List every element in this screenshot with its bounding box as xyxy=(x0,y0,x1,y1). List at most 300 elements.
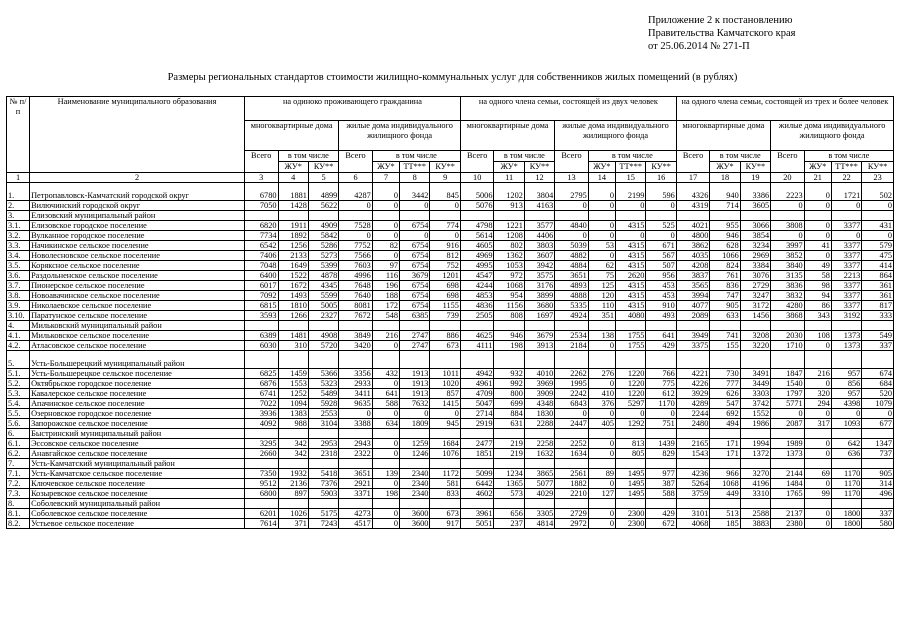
value-cell xyxy=(710,351,740,369)
row-number: 3.10. xyxy=(7,311,30,321)
value-cell: 0 xyxy=(862,409,894,419)
value-cell: 0 xyxy=(430,231,460,241)
value-cell: 596 xyxy=(646,183,676,201)
value-cell xyxy=(862,499,894,509)
value-cell xyxy=(804,321,831,331)
value-cell xyxy=(676,211,710,221)
value-cell: 6754 xyxy=(400,261,430,271)
value-cell: 673 xyxy=(430,509,460,519)
value-cell xyxy=(400,459,430,469)
column-number: 12 xyxy=(524,173,554,183)
row-number: 8. xyxy=(7,499,30,509)
value-cell: 6815 xyxy=(244,301,278,311)
value-cell: 0 xyxy=(804,439,831,449)
value-cell: 0 xyxy=(430,201,460,211)
value-cell: 1994 xyxy=(740,439,770,449)
value-cell: 453 xyxy=(646,291,676,301)
value-cell: 6820 xyxy=(244,221,278,231)
value-cell: 429 xyxy=(646,341,676,351)
row-number: 7.1. xyxy=(7,469,30,479)
value-cell: 1053 xyxy=(494,261,524,271)
table-row xyxy=(7,369,894,379)
value-cell: 276 xyxy=(588,369,615,379)
column-number: 7 xyxy=(372,173,399,183)
value-cell: 185 xyxy=(710,519,740,529)
appendix-line: от 25.06.2014 № 271-П xyxy=(648,41,750,52)
value-cell: 2322 xyxy=(339,449,373,459)
value-cell: 1362 xyxy=(494,251,524,261)
value-cell: 410 xyxy=(588,389,615,399)
value-cell: 2252 xyxy=(555,439,589,449)
value-cell: 0 xyxy=(804,221,831,231)
value-cell: 3377 xyxy=(831,251,861,261)
value-cell xyxy=(616,459,646,469)
value-cell: 0 xyxy=(430,409,460,419)
value-cell: 1989 xyxy=(771,439,805,449)
table-row xyxy=(7,439,894,449)
value-cell: 3759 xyxy=(676,489,710,499)
header-ku: КУ** xyxy=(646,162,676,173)
value-cell: 1246 xyxy=(400,449,430,459)
value-cell xyxy=(831,429,861,439)
value-cell: 656 xyxy=(494,509,524,519)
value-cell: 2921 xyxy=(339,479,373,489)
value-cell: 2480 xyxy=(676,419,710,429)
row-number: 3.1. xyxy=(7,221,30,231)
table-row xyxy=(7,429,894,439)
value-cell: 4406 xyxy=(524,231,554,241)
column-number: 10 xyxy=(460,173,494,183)
value-cell: 4315 xyxy=(616,301,646,311)
value-cell: 1011 xyxy=(430,369,460,379)
table-row xyxy=(7,301,894,311)
column-number: 3 xyxy=(244,173,278,183)
value-cell: 698 xyxy=(430,291,460,301)
value-cell xyxy=(372,499,399,509)
value-cell: 3607 xyxy=(524,251,554,261)
value-cell: 171 xyxy=(710,439,740,449)
appendix-block xyxy=(648,14,796,53)
value-cell: 4800 xyxy=(676,231,710,241)
value-cell xyxy=(372,351,399,369)
value-cell: 0 xyxy=(372,379,399,389)
value-cell xyxy=(831,211,861,221)
value-cell xyxy=(616,499,646,509)
value-cell: 4068 xyxy=(676,519,710,529)
row-number: 3. xyxy=(7,211,30,221)
row-number: 5.5. xyxy=(7,409,30,419)
value-cell: 0 xyxy=(831,231,861,241)
value-cell: 432 xyxy=(372,369,399,379)
value-cell: 1522 xyxy=(278,271,308,281)
value-cell: 376 xyxy=(588,399,615,409)
header-total: Всего xyxy=(555,151,589,173)
value-cell: 2327 xyxy=(308,311,338,321)
municipality-name: Вулканное городское поселение xyxy=(30,231,245,241)
value-cell: 1632 xyxy=(524,449,554,459)
value-cell xyxy=(555,459,589,469)
row-number: 3.6. xyxy=(7,271,30,281)
value-cell: 1172 xyxy=(430,469,460,479)
value-cell: 774 xyxy=(430,221,460,231)
value-cell: 0 xyxy=(646,409,676,419)
value-cell: 1484 xyxy=(771,479,805,489)
row-number: 7.2. xyxy=(7,479,30,489)
value-cell: 1913 xyxy=(400,389,430,399)
value-cell: 2795 xyxy=(555,183,589,201)
value-cell: 86 xyxy=(804,301,831,311)
value-cell: 1170 xyxy=(831,489,861,499)
value-cell: 98 xyxy=(804,281,831,291)
value-cell xyxy=(588,499,615,509)
value-cell: 946 xyxy=(494,331,524,341)
value-cell: 6017 xyxy=(244,281,278,291)
value-cell: 196 xyxy=(372,281,399,291)
value-cell: 7640 xyxy=(339,291,373,301)
value-cell: 0 xyxy=(588,221,615,231)
value-cell xyxy=(278,211,308,221)
value-cell xyxy=(771,429,805,439)
value-cell: 5599 xyxy=(308,291,338,301)
value-cell: 699 xyxy=(494,399,524,409)
value-cell xyxy=(740,321,770,331)
value-cell: 2030 xyxy=(771,331,805,341)
value-cell: 3384 xyxy=(740,261,770,271)
header-incl: в том числе xyxy=(494,151,555,162)
value-cell: 4882 xyxy=(555,251,589,261)
value-cell: 917 xyxy=(430,519,460,529)
value-cell: 1220 xyxy=(616,369,646,379)
value-cell: 3356 xyxy=(339,369,373,379)
value-cell: 502 xyxy=(862,183,894,201)
value-cell xyxy=(555,499,589,509)
value-cell xyxy=(804,211,831,221)
value-cell: 53 xyxy=(588,241,615,251)
value-cell: 5614 xyxy=(460,231,494,241)
value-cell: 4287 xyxy=(339,183,373,201)
value-cell: 4709 xyxy=(460,389,494,399)
municipality-name: Мильковский муниципальный район xyxy=(30,321,245,331)
value-cell: 897 xyxy=(278,489,308,499)
value-cell: 0 xyxy=(862,201,894,211)
value-cell: 674 xyxy=(862,369,894,379)
value-cell: 3565 xyxy=(676,281,710,291)
value-cell: 4221 xyxy=(676,369,710,379)
value-cell: 817 xyxy=(862,301,894,311)
municipality-name: Усть-Камчатское сельское поселение xyxy=(30,469,245,479)
value-cell xyxy=(676,351,710,369)
municipality-name: Начикинское сельское поселение xyxy=(30,241,245,251)
value-cell xyxy=(740,429,770,439)
value-cell: 2714 xyxy=(460,409,494,419)
row-number: 5.1. xyxy=(7,369,30,379)
value-cell: 3176 xyxy=(524,281,554,291)
value-cell: 342 xyxy=(278,449,308,459)
value-cell: 4398 xyxy=(831,399,861,409)
value-cell: 237 xyxy=(494,519,524,529)
value-cell: 634 xyxy=(372,419,399,429)
value-cell xyxy=(676,459,710,469)
value-cell xyxy=(430,499,460,509)
value-cell: 4021 xyxy=(676,221,710,231)
value-cell: 2620 xyxy=(616,271,646,281)
value-cell: 1932 xyxy=(278,469,308,479)
value-cell: 1495 xyxy=(616,469,646,479)
value-cell: 3135 xyxy=(771,271,805,281)
value-cell: 4226 xyxy=(676,379,710,389)
value-cell xyxy=(555,429,589,439)
value-cell: 4798 xyxy=(460,221,494,231)
value-cell: 216 xyxy=(804,369,831,379)
column-number: 8 xyxy=(400,173,430,183)
value-cell xyxy=(740,211,770,221)
municipality-name: Вилючинский городской округ xyxy=(30,201,245,211)
column-number: 13 xyxy=(555,173,589,183)
value-cell: 2144 xyxy=(771,469,805,479)
municipality-name: Паратунское сельское поселение xyxy=(30,311,245,321)
value-cell: 5720 xyxy=(308,341,338,351)
value-cell: 4961 xyxy=(460,379,494,389)
row-number: 5.3. xyxy=(7,389,30,399)
value-cell: 4196 xyxy=(740,479,770,489)
value-cell: 4029 xyxy=(524,489,554,499)
row-number: 3.9. xyxy=(7,301,30,311)
value-cell: 2133 xyxy=(278,251,308,261)
value-cell: 5175 xyxy=(308,509,338,519)
column-number: 11 xyxy=(494,173,524,183)
municipality-name: Новолесновское сельское поселение xyxy=(30,251,245,261)
value-cell: 0 xyxy=(616,231,646,241)
value-cell: 0 xyxy=(372,201,399,211)
column-number: 2 xyxy=(30,173,245,183)
column-number: 23 xyxy=(862,173,894,183)
value-cell xyxy=(430,351,460,369)
value-cell: 692 xyxy=(710,409,740,419)
value-cell: 0 xyxy=(588,341,615,351)
column-number: 9 xyxy=(430,173,460,183)
municipality-name: Раздольненское сельское поселение xyxy=(30,271,245,281)
value-cell: 1552 xyxy=(740,409,770,419)
value-cell: 1697 xyxy=(524,311,554,321)
value-cell: 5366 xyxy=(308,369,338,379)
value-cell: 475 xyxy=(862,251,894,261)
municipality-name: Соболевский муниципальный район xyxy=(30,499,245,509)
value-cell: 138 xyxy=(588,331,615,341)
value-cell: 1256 xyxy=(278,241,308,251)
municipality-name: Николаевское сельское поселение xyxy=(30,301,245,311)
column-number: 16 xyxy=(646,173,676,183)
value-cell: 698 xyxy=(430,281,460,291)
value-cell xyxy=(831,321,861,331)
value-cell: 317 xyxy=(804,419,831,429)
header-incl: в том числе xyxy=(710,151,771,162)
value-cell: 2933 xyxy=(339,379,373,389)
value-cell xyxy=(400,211,430,221)
value-cell: 4315 xyxy=(616,281,646,291)
value-cell: 966 xyxy=(710,469,740,479)
value-cell: 4840 xyxy=(555,221,589,231)
value-cell: 337 xyxy=(862,509,894,519)
value-cell: 588 xyxy=(646,489,676,499)
value-cell xyxy=(555,321,589,331)
value-cell: 94 xyxy=(804,291,831,301)
value-cell: 314 xyxy=(862,479,894,489)
value-cell: 3969 xyxy=(524,379,554,389)
value-cell: 4280 xyxy=(771,301,805,311)
value-cell xyxy=(278,499,308,509)
value-cell xyxy=(771,211,805,221)
value-cell xyxy=(460,321,494,331)
value-cell: 3270 xyxy=(740,469,770,479)
value-cell: 7614 xyxy=(244,519,278,529)
value-cell: 580 xyxy=(862,519,894,529)
value-cell: 4092 xyxy=(244,419,278,429)
value-cell: 2184 xyxy=(555,341,589,351)
row-number: 8.1. xyxy=(7,509,30,519)
value-cell xyxy=(588,459,615,469)
value-cell: 845 xyxy=(430,183,460,201)
value-cell: 1881 xyxy=(278,183,308,201)
table-row xyxy=(7,459,894,469)
value-cell: 6754 xyxy=(400,241,430,251)
value-cell xyxy=(244,499,278,509)
header-total: Всего xyxy=(676,151,710,173)
table-row xyxy=(7,231,894,241)
header-ku: КУ** xyxy=(524,162,554,173)
value-cell: 2561 xyxy=(555,469,589,479)
value-cell: 3600 xyxy=(400,519,430,529)
value-cell: 1892 xyxy=(278,231,308,241)
value-cell: 7734 xyxy=(244,231,278,241)
value-cell: 3577 xyxy=(524,221,554,231)
value-cell: 1634 xyxy=(555,449,589,459)
value-cell: 0 xyxy=(588,509,615,519)
value-cell: 3883 xyxy=(740,519,770,529)
table-row xyxy=(7,321,894,331)
header-num: № п/п xyxy=(7,97,30,173)
value-cell xyxy=(710,429,740,439)
value-cell xyxy=(372,321,399,331)
value-cell: 2969 xyxy=(740,251,770,261)
value-cell: 3913 xyxy=(524,341,554,351)
value-cell: 125 xyxy=(588,281,615,291)
value-cell: 1266 xyxy=(278,311,308,321)
table-row xyxy=(7,419,894,429)
column-number: 20 xyxy=(771,173,805,183)
value-cell: 777 xyxy=(710,379,740,389)
value-cell: 4969 xyxy=(460,251,494,261)
value-cell: 0 xyxy=(555,409,589,419)
value-cell: 2288 xyxy=(524,419,554,429)
value-cell xyxy=(646,499,676,509)
value-cell: 775 xyxy=(646,379,676,389)
header-incl: в том числе xyxy=(278,151,339,162)
value-cell: 2447 xyxy=(555,419,589,429)
value-cell xyxy=(494,351,524,369)
value-cell: 6442 xyxy=(460,479,494,489)
value-cell xyxy=(494,211,524,221)
value-cell: 7048 xyxy=(244,261,278,271)
header-tt: ТТ*** xyxy=(616,162,646,173)
value-cell: 525 xyxy=(646,221,676,231)
value-cell: 4319 xyxy=(676,201,710,211)
value-cell: 0 xyxy=(646,201,676,211)
value-cell: 3066 xyxy=(740,221,770,231)
value-cell xyxy=(710,499,740,509)
value-cell: 337 xyxy=(862,341,894,351)
value-cell: 3868 xyxy=(771,311,805,321)
value-cell: 2199 xyxy=(616,183,646,201)
value-cell xyxy=(646,211,676,221)
value-cell: 0 xyxy=(588,409,615,419)
value-cell: 2137 xyxy=(771,509,805,519)
value-cell: 493 xyxy=(646,311,676,321)
value-cell: 3101 xyxy=(676,509,710,519)
value-cell: 4814 xyxy=(524,519,554,529)
value-cell: 631 xyxy=(494,419,524,429)
value-cell: 2340 xyxy=(400,479,430,489)
value-cell xyxy=(771,459,805,469)
value-cell: 751 xyxy=(646,419,676,429)
value-cell: 3994 xyxy=(676,291,710,301)
value-cell: 3605 xyxy=(740,201,770,211)
value-cell xyxy=(460,499,494,509)
row-number: 5.2. xyxy=(7,379,30,389)
value-cell: 4853 xyxy=(460,291,494,301)
value-cell: 1481 xyxy=(278,331,308,341)
value-cell: 739 xyxy=(430,311,460,321)
value-cell: 0 xyxy=(804,341,831,351)
value-cell: 414 xyxy=(862,261,894,271)
value-cell: 3104 xyxy=(308,419,338,429)
value-cell: 3936 xyxy=(244,409,278,419)
value-cell: 3192 xyxy=(831,311,861,321)
value-cell: 0 xyxy=(400,409,430,419)
value-cell xyxy=(588,351,615,369)
value-cell: 579 xyxy=(862,241,894,251)
value-cell xyxy=(339,211,373,221)
value-cell: 4908 xyxy=(308,331,338,341)
value-cell: 3491 xyxy=(740,369,770,379)
header-mkd: многоквартирные дома xyxy=(244,121,338,151)
value-cell: 1459 xyxy=(278,369,308,379)
value-cell: 97 xyxy=(372,261,399,271)
value-cell: 1684 xyxy=(430,439,460,449)
value-cell: 0 xyxy=(616,201,646,211)
table-row xyxy=(7,331,894,341)
document-title: Размеры региональных стандартов стоимости жилищно-коммунальных услуг для собственников жилых помещений (в рублях) xyxy=(167,72,738,83)
value-cell: 4878 xyxy=(308,271,338,281)
value-cell xyxy=(676,499,710,509)
value-cell: 4924 xyxy=(555,311,589,321)
row-number: 5.6. xyxy=(7,419,30,429)
value-cell: 737 xyxy=(862,449,894,459)
value-cell xyxy=(430,211,460,221)
value-cell xyxy=(524,429,554,439)
value-cell: 1911 xyxy=(278,221,308,231)
value-cell: 6030 xyxy=(244,341,278,351)
value-cell: 0 xyxy=(339,231,373,241)
value-cell xyxy=(616,211,646,221)
value-cell: 0 xyxy=(372,341,399,351)
value-cell: 4163 xyxy=(524,201,554,211)
header-ihs: жилые дома индивидуального жилищного фонда xyxy=(771,121,894,151)
value-cell: 0 xyxy=(831,201,861,211)
value-cell: 3679 xyxy=(400,271,430,281)
value-cell: 856 xyxy=(831,379,861,389)
value-cell: 1373 xyxy=(831,331,861,341)
value-cell: 1649 xyxy=(278,261,308,271)
